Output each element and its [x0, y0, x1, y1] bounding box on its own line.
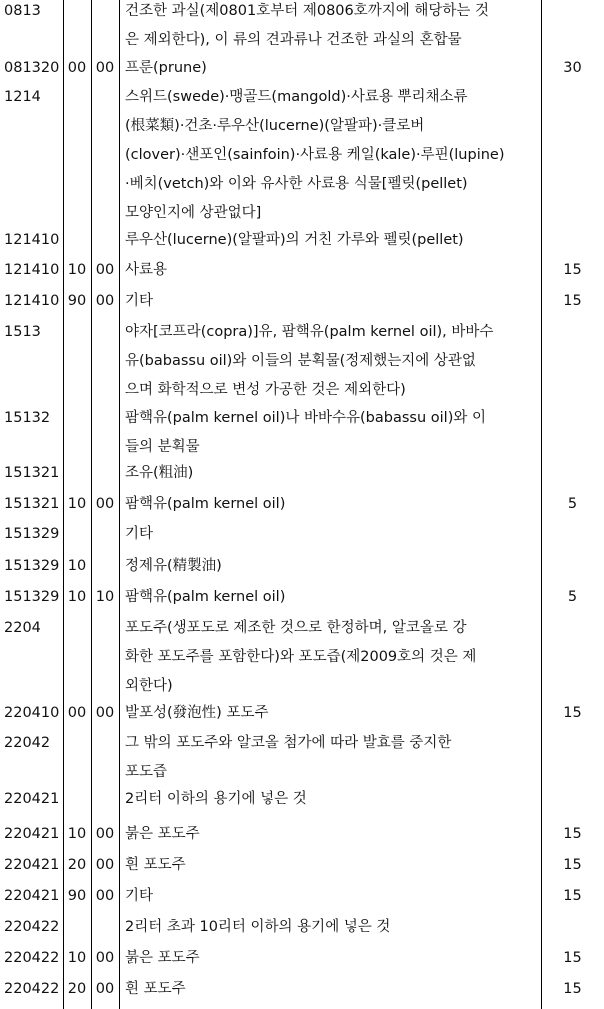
hs-code: 1214	[4, 89, 41, 105]
item-description	[125, 851, 535, 880]
column-divider	[119, 0, 120, 1009]
item-description	[125, 583, 535, 612]
description-line: 들의 분획물	[125, 439, 200, 455]
item-description	[125, 820, 535, 849]
hs-code: 151321	[4, 496, 60, 512]
description-line: (根菜類)·건초·루우산(lucerne)(알팔파)·클로버	[125, 118, 425, 134]
description-line: 외한다)	[125, 678, 173, 694]
description-line: 조유(粗油)	[125, 465, 194, 481]
hs-code: 220410	[4, 705, 60, 721]
sub-code-2: 00	[95, 857, 115, 873]
description-line: 2리터 이하의 용기에 넣은 것	[125, 791, 307, 807]
description-line: 기타	[125, 293, 154, 309]
sub-code-2: 10	[95, 589, 115, 605]
hs-code: 2204	[4, 620, 41, 636]
description-line: 은 제외한다), 이 류의 견과류나 건조한 과실의 혼합물	[125, 32, 462, 48]
sub-code-2: 00	[95, 981, 115, 997]
sub-code-2: 00	[95, 60, 115, 76]
sub-code-2: 00	[95, 705, 115, 721]
tariff-rate: 15	[563, 293, 582, 309]
tariff-rate: 15	[563, 857, 582, 873]
description-line: 포도주(생포도로 제조한 것으로 한정하며, 알코올로 강	[125, 620, 467, 636]
item-description	[125, 256, 535, 285]
sub-code-2: 00	[95, 496, 115, 512]
description-line: 으며 화학적으로 변성 가공한 것은 제외한다)	[125, 382, 406, 398]
sub-code-1: 90	[67, 293, 87, 309]
sub-code-1: 00	[67, 60, 87, 76]
tariff-rate: 15	[563, 262, 582, 278]
hs-code: 220421	[4, 857, 60, 873]
tariff-rate: 30	[563, 60, 582, 76]
sub-code-2: 00	[95, 950, 115, 966]
description-line: 모양인지에 상관없다]	[125, 205, 262, 221]
hs-code: 220421	[4, 791, 60, 807]
description-line: 그 밖의 포도주와 알코올 첨가에 따라 발효를 중지한	[125, 735, 452, 751]
description-line: 프룬(prune)	[125, 60, 207, 76]
item-description	[125, 287, 535, 316]
hs-code: 22042	[4, 735, 51, 751]
item-description	[125, 83, 535, 228]
sub-code-2: 00	[95, 888, 115, 904]
description-line: 붉은 포도주	[125, 950, 200, 966]
tariff-rate: 5	[567, 496, 578, 512]
tariff-rate: 15	[563, 950, 582, 966]
description-line: 팜핵유(palm kernel oil)	[125, 589, 286, 605]
hs-code: 15132	[4, 410, 51, 426]
tariff-rate: 15	[563, 826, 582, 842]
hs-code: 081320	[4, 60, 60, 76]
sub-code-1: 20	[67, 981, 87, 997]
description-line: 스위드(swede)·맹골드(mangold)·사료용 뿌리채소류	[125, 89, 468, 105]
tariff-rate: 15	[563, 981, 582, 997]
description-line: ·베치(vetch)와 이와 유사한 사료용 식물[펠릿(pellet)	[125, 176, 468, 192]
sub-code-1: 10	[67, 826, 87, 842]
item-description	[125, 913, 535, 942]
item-description	[125, 54, 535, 83]
item-description	[125, 226, 535, 255]
hs-code: 220421	[4, 888, 60, 904]
item-description	[125, 944, 535, 973]
description-line: 사료용	[125, 262, 168, 278]
tariff-rate: 5	[567, 589, 578, 605]
hs-code: 1513	[4, 324, 41, 340]
hs-code: 151329	[4, 558, 60, 574]
description-line: 발포성(發泡性) 포도주	[125, 705, 269, 721]
hs-code: 121410	[4, 293, 60, 309]
sub-code-2: 00	[95, 293, 115, 309]
item-description	[125, 0, 535, 55]
hs-code: 151329	[4, 589, 60, 605]
hs-code: 121410	[4, 232, 60, 248]
sub-code-1: 10	[67, 589, 87, 605]
sub-code-2: 00	[95, 826, 115, 842]
hs-code: 220421	[4, 826, 60, 842]
hs-code: 220422	[4, 981, 60, 997]
description-line: 팜핵유(palm kernel oil)	[125, 496, 286, 512]
description-line: 화한 포도주를 포함한다)와 포도즙(제2009호의 것은 제	[125, 649, 477, 665]
hs-code: 151321	[4, 465, 60, 481]
tariff-rate: 15	[563, 705, 582, 721]
item-description	[125, 520, 535, 549]
description-line: 기타	[125, 888, 154, 904]
description-line: 야자[코프라(copra)]유, 팜핵유(palm kernel oil), 바바수	[125, 324, 494, 340]
sub-code-1: 20	[67, 857, 87, 873]
description-line: 루우산(lucerne)(알팔파)의 거친 가루와 펠릿(pellet)	[125, 232, 464, 248]
description-line: 유(babassu oil)와 이들의 분획물(정제했는지에 상관없	[125, 353, 476, 369]
description-line: 흰 포도주	[125, 857, 186, 873]
description-line: 기타	[125, 526, 154, 542]
item-description	[125, 882, 535, 911]
description-line: (clover)·샌포인(sainfoin)·사료용 케일(kale)·루핀(lupine)	[125, 147, 505, 163]
hs-code: 0813	[4, 3, 41, 19]
item-description	[125, 459, 535, 488]
hs-code: 220422	[4, 919, 60, 935]
sub-code-1: 10	[67, 950, 87, 966]
description-line: 2리터 초과 10리터 이하의 용기에 넣은 것	[125, 919, 391, 935]
sub-code-1: 10	[67, 262, 87, 278]
tariff-rate: 15	[563, 888, 582, 904]
item-description	[125, 490, 535, 519]
item-description	[125, 318, 535, 405]
sub-code-1: 90	[67, 888, 87, 904]
item-description	[125, 975, 535, 1004]
sub-code-2: 00	[95, 262, 115, 278]
description-line: 포도즙	[125, 764, 168, 780]
item-description	[125, 552, 535, 581]
sub-code-1: 10	[67, 558, 87, 574]
hs-code: 220422	[4, 950, 60, 966]
description-line: 정제유(精製油)	[125, 558, 222, 574]
item-description	[125, 404, 535, 462]
description-line: 건조한 과실(제0801호부터 제0806호까지에 해당하는 것	[125, 3, 490, 19]
item-description	[125, 699, 535, 728]
description-line: 팜핵유(palm kernel oil)나 바바수유(babassu oil)와 이	[125, 410, 486, 426]
hs-code: 151329	[4, 526, 60, 542]
sub-code-1: 00	[67, 705, 87, 721]
item-description	[125, 785, 535, 814]
item-description	[125, 614, 535, 701]
item-description	[125, 729, 535, 787]
hs-code: 121410	[4, 262, 60, 278]
sub-code-1: 10	[67, 496, 87, 512]
description-line: 흰 포도주	[125, 981, 186, 997]
description-line: 붉은 포도주	[125, 826, 200, 842]
